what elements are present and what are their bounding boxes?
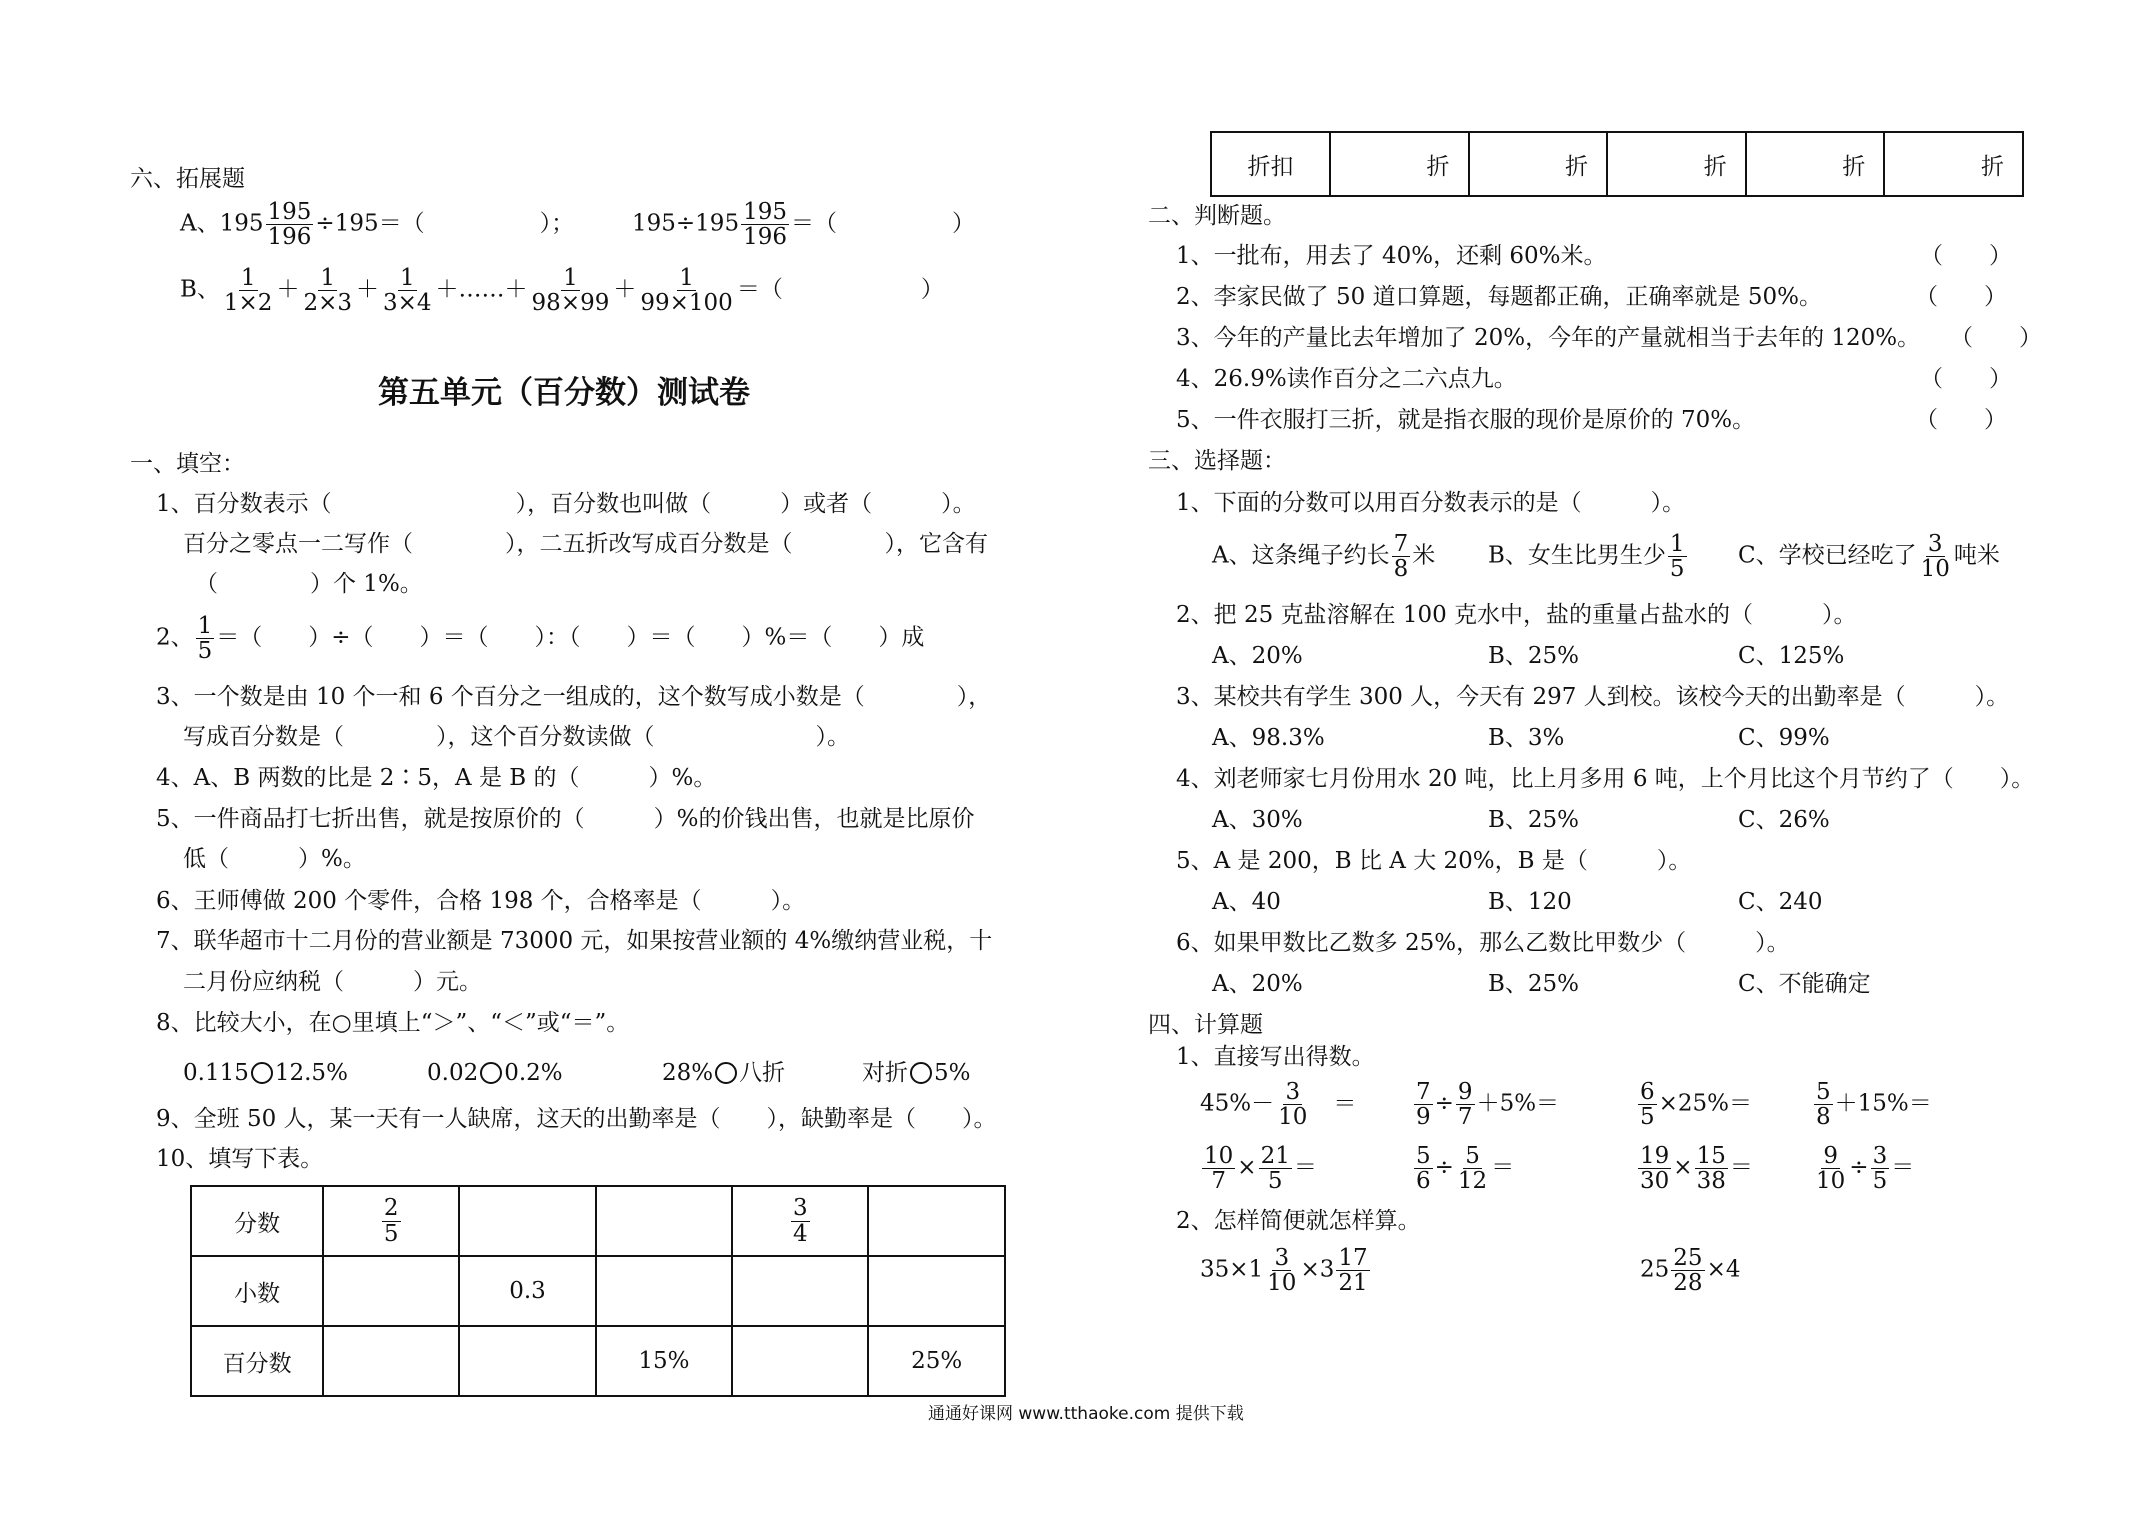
unit-title: 第五单元（百分数）测试卷 — [378, 375, 750, 411]
answer-paren[interactable]: （ ） — [1950, 325, 2042, 351]
fraction: $\frac{17}{21}$ — [1338, 1245, 1368, 1297]
fraction: $\frac{9}{7}$ — [1457, 1079, 1473, 1131]
table-cell[interactable] — [732, 1186, 868, 1256]
q8-compare-1: 0.115 12.5% — [183, 1060, 348, 1086]
table-cell[interactable] — [868, 1186, 1005, 1256]
choice-5-c[interactable]: C、240 — [1738, 889, 1823, 915]
choice-2: 2、把 25 克盐溶解在 100 克水中，盐的重量占盐水的（ ）。 — [1176, 602, 1857, 628]
table-cell[interactable]: 15% — [596, 1326, 733, 1396]
q4: 4、A、B 两数的比是 2∶5，A 是 B 的（ ）%。 — [156, 765, 717, 791]
choice-2-b[interactable]: B、25% — [1488, 643, 1580, 669]
table-cell[interactable] — [459, 1186, 595, 1256]
fraction: $\frac{15}{38}$ — [1696, 1143, 1726, 1195]
choice-1-c: C、学校已经吃了 $\frac{3}{10}$ 吨米 — [1738, 531, 2000, 583]
fraction: $\frac{3}{4}$ — [792, 1195, 808, 1247]
row-label-decimal: 小数 — [191, 1256, 323, 1326]
answer-paren[interactable]: （ ） — [1915, 284, 2007, 310]
judge-3: 3、今年的产量比去年增加了 20%，今年的产量就相当于去年的 120%。 — [1176, 325, 1921, 351]
fraction: $\frac{3}{10}$ — [1920, 531, 1950, 583]
fraction: $\frac{195}{196}$ — [267, 199, 312, 251]
q3-line2: 写成百分数是（ ），这个百分数读做（ ）。 — [183, 724, 850, 750]
table-cell[interactable] — [596, 1256, 733, 1326]
q8: 8、比较大小，在○里填上“＞”、“＜”或“＝”。 — [156, 1010, 630, 1036]
table-cell[interactable]: 0.3 — [459, 1256, 595, 1326]
choice-4: 4、刘老师家七月份用水 20 吨，比上月多用 6 吨，上个月比这个月节约了（ ）。 — [1176, 766, 2035, 792]
q1-line3: （ ）个 1%。 — [195, 571, 423, 597]
q1-line2: 百分之零点一二写作（ ），二五折改写成百分数是（ ），它含有 — [183, 531, 988, 557]
fraction: $\frac{19}{30}$ — [1640, 1143, 1670, 1195]
table-cell[interactable] — [323, 1256, 459, 1326]
choice-4-c[interactable]: C、26% — [1738, 807, 1830, 833]
table-cell[interactable] — [868, 1256, 1005, 1326]
fraction: $\frac{1}{98\times 99}$ — [531, 265, 610, 317]
row-label-percent: 百分数 — [191, 1326, 323, 1396]
choice-6: 6、如果甲数比乙数多 25%，那么乙数比甲数少（ ）。 — [1176, 930, 1790, 956]
table-cell[interactable] — [732, 1256, 868, 1326]
discount-cell[interactable]: 折 — [1330, 132, 1469, 196]
fraction: $\frac{6}{5}$ — [1640, 1079, 1655, 1131]
expr-6: $\frac{5}{6}$ ÷ $\frac{5}{12}$ ＝ — [1416, 1143, 1515, 1195]
answer-paren[interactable]: （ ） — [1920, 243, 2012, 269]
judge-2: 2、李家民做了 50 道口算题，每题都正确，正确率就是 50%。 — [1176, 284, 1822, 310]
calc-2-title: 2、怎样简便就怎样算。 — [1176, 1208, 1421, 1234]
choice-6-b[interactable]: B、25% — [1488, 971, 1580, 997]
choice-5: 5、A 是 200，B 比 A 大 20%，B 是（ ）。 — [1176, 848, 1692, 874]
fraction: $\frac{5}{6}$ — [1416, 1143, 1431, 1195]
choice-3-a[interactable]: A、98.3% — [1212, 725, 1325, 751]
q9: 9、全班 50 人，某一天有一人缺席，这天的出勤率是（ ），缺勤率是（ ）。 — [156, 1106, 997, 1132]
footer-source: 通通好课网 www.tthaoke.com 提供下载 — [928, 1404, 1244, 1424]
fraction: $\frac{7}{8}$ — [1393, 531, 1409, 583]
fraction: $\frac{195}{196}$ — [743, 199, 787, 251]
fraction: $\frac{9}{10}$ — [1816, 1143, 1846, 1195]
expr-8: $\frac{9}{10}$ ÷ $\frac{3}{5}$ ＝ — [1816, 1143, 1915, 1195]
problem-6a-2: 195÷195 $\frac{195}{196}$ ＝（ ） — [632, 199, 975, 251]
fraction: $\frac{1}{99\times 100}$ — [640, 265, 733, 317]
fraction: $\frac{1}{2\times 3}$ — [303, 265, 352, 317]
table-cell[interactable]: 25% — [868, 1326, 1005, 1396]
choice-4-a[interactable]: A、30% — [1212, 807, 1303, 833]
section-6-title: 六、拓展题 — [130, 166, 245, 192]
discount-cell[interactable]: 折 — [1469, 132, 1608, 196]
simplify-1: 35×1 $\frac{3}{10}$ ×3 $\frac{17}{21}$ — [1200, 1245, 1368, 1297]
q5-line1: 5、一件商品打七折出售，就是按原价的（ ）%的价钱出售，也就是比原价 — [156, 806, 975, 832]
fraction: $\frac{1}{5}$ — [197, 613, 213, 665]
choice-3: 3、某校共有学生 300 人，今天有 297 人到校。该校今天的出勤率是（ ）。 — [1176, 684, 2010, 710]
fraction: $\frac{5}{8}$ — [1816, 1079, 1831, 1131]
judge-5: 5、一件衣服打三折，就是指衣服的现价是原价的 70%。 — [1176, 407, 1756, 433]
q8-compare-3: 28% 八折 — [662, 1060, 786, 1086]
choice-1-b: B、女生比男生少 $\frac{1}{5}$ — [1488, 531, 1685, 583]
problem-6a: A、195 $\frac{195}{196}$ ÷195＝（ ）； — [180, 199, 575, 251]
table-cell[interactable] — [459, 1326, 595, 1396]
q7-line1: 7、联华超市十二月份的营业额是 73000 元，如果按营业额的 4%缴纳营业税，十 — [156, 928, 993, 954]
expr-3: $\frac{6}{5}$ ×25%＝ — [1640, 1079, 1753, 1131]
discount-cell[interactable]: 折 — [1607, 132, 1746, 196]
answer-paren[interactable]: （ ） — [1920, 366, 2012, 392]
section-4-title: 四、计算题 — [1148, 1012, 1263, 1038]
fraction: $\frac{10}{7}$ — [1204, 1143, 1234, 1195]
expr-1: 45%－ $\frac{3}{10}$ ＝ — [1200, 1079, 1357, 1131]
fraction: $\frac{1}{1\times 2}$ — [223, 265, 273, 317]
discount-cell[interactable]: 折 — [1746, 132, 1885, 196]
fraction: $\frac{1}{3\times 4}$ — [383, 265, 432, 317]
expr-5: $\frac{10}{7}$ × $\frac{21}{5}$ ＝ — [1204, 1143, 1317, 1195]
fraction: $\frac{3}{10}$ — [1267, 1245, 1297, 1297]
choice-2-a[interactable]: A、20% — [1212, 643, 1303, 669]
section-2-title: 二、判断题。 — [1148, 203, 1286, 229]
fraction: $\frac{21}{5}$ — [1260, 1143, 1290, 1195]
choice-3-c[interactable]: C、99% — [1738, 725, 1830, 751]
q10: 10、填写下表。 — [156, 1146, 324, 1172]
row-label-fraction: 分数 — [191, 1186, 323, 1256]
q8-compare-2: 0.02 0.2% — [427, 1060, 563, 1086]
fraction: $\frac{3}{5}$ — [1872, 1143, 1888, 1195]
calc-1-title: 1、直接写出得数。 — [1176, 1044, 1375, 1070]
compare-circle-icon — [480, 1062, 502, 1084]
simplify-2: 25 $\frac{25}{28}$ ×4 — [1640, 1245, 1741, 1297]
choice-6-c[interactable]: C、不能确定 — [1738, 971, 1871, 997]
fraction: $\frac{7}{9}$ — [1416, 1079, 1431, 1131]
table-cell[interactable] — [596, 1186, 733, 1256]
problem-6b: B、 $\frac{1}{1\times 2}$ ＋ $\frac{1}{2\times 3}$ ＋ $\frac{1}{3\times 4}$ ＋……＋ $\frac{1}{98\times 99}$ ＋ $\frac{1}{99\times 100}$ ＝（ ） — [180, 265, 944, 317]
table-cell[interactable] — [323, 1326, 459, 1396]
discount-table — [1210, 131, 2024, 197]
fraction: $\frac{3}{10}$ — [1278, 1079, 1308, 1131]
judge-4: 4、26.9%读作百分之二六点九。 — [1176, 366, 1517, 392]
q7-line2: 二月份应纳税（ ）元。 — [183, 969, 482, 995]
table-cell[interactable] — [323, 1186, 459, 1256]
fraction: $\frac{25}{28}$ — [1673, 1245, 1703, 1297]
choice-5-a[interactable]: A、40 — [1212, 889, 1281, 915]
table-cell[interactable] — [732, 1326, 868, 1396]
choice-5-b[interactable]: B、120 — [1488, 889, 1572, 915]
compare-circle-icon — [251, 1062, 273, 1084]
choice-1: 1、下面的分数可以用百分数表示的是（ ）。 — [1176, 490, 1686, 516]
expr-7: $\frac{19}{30}$ × $\frac{15}{38}$ ＝ — [1640, 1143, 1753, 1195]
fraction: $\frac{5}{12}$ — [1457, 1143, 1488, 1195]
q5-line2: 低（ ）%。 — [183, 846, 366, 872]
q8-compare-4: 对折 5% — [862, 1060, 971, 1086]
choice-2-c[interactable]: C、125% — [1738, 643, 1845, 669]
q1-line1: 1、百分数表示（ ），百分数也叫做（ ）或者（ ）。 — [156, 491, 976, 517]
compare-circle-icon — [715, 1062, 737, 1084]
answer-paren[interactable]: （ ） — [1915, 407, 2007, 433]
compare-circle-icon — [910, 1062, 932, 1084]
choice-3-b[interactable]: B、3% — [1488, 725, 1565, 751]
choice-1-a: A、这条绳子约长 $\frac{7}{8}$ 米 — [1212, 531, 1436, 583]
expr-4: $\frac{5}{8}$ ＋15%＝ — [1816, 1079, 1932, 1131]
q2: 2、 $\frac{1}{5}$ ＝（ ）÷（ ）＝（ ）：（ ）＝（ ）%＝（ ）成 — [156, 613, 925, 665]
discount-cell[interactable]: 折 — [1884, 132, 2023, 196]
choice-4-b[interactable]: B、25% — [1488, 807, 1580, 833]
q6: 6、王师傅做 200 个零件，合格 198 个，合格率是（ ）。 — [156, 888, 806, 914]
conversion-table — [190, 1185, 1006, 1397]
q3-line1: 3、一个数是由 10 个一和 6 个百分之一组成的，这个数写成小数是（ ）， — [156, 684, 992, 710]
section-1-title: 一、填空： — [130, 451, 245, 477]
fraction: $\frac{1}{5}$ — [1669, 531, 1685, 583]
choice-6-a[interactable]: A、20% — [1212, 971, 1303, 997]
section-3-title: 三、选择题： — [1148, 448, 1286, 474]
fraction: $\frac{2}{5}$ — [383, 1195, 399, 1247]
judge-1: 1、一批布，用去了 40%，还剩 60%米。 — [1176, 243, 1607, 269]
discount-label: 折扣 — [1211, 132, 1330, 196]
expr-2: $\frac{7}{9}$ ÷ $\frac{9}{7}$ ＋5%＝ — [1416, 1079, 1560, 1131]
